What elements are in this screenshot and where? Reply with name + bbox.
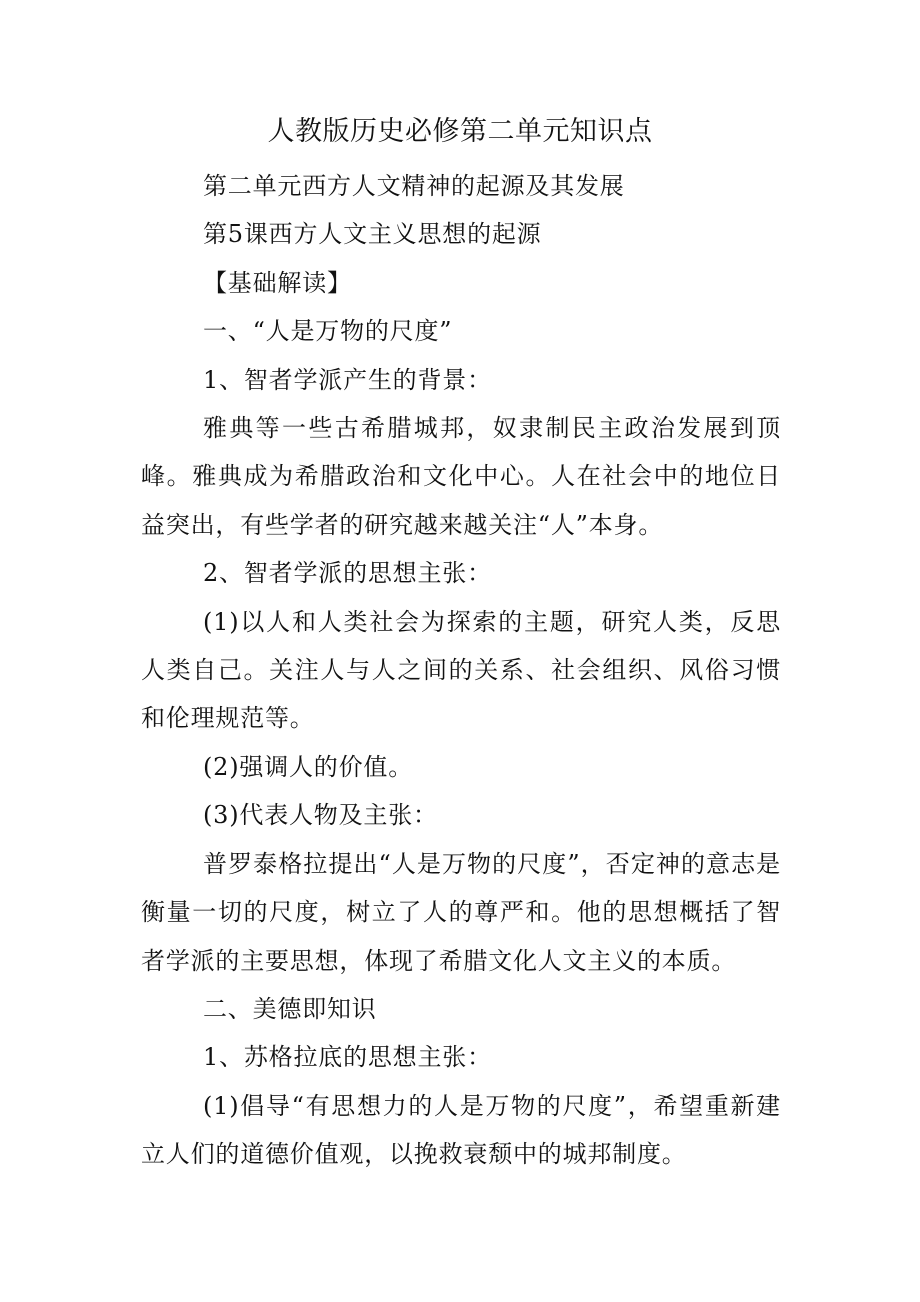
subheading-sophist-ideas: 2、智者学派的思想主张： (203, 559, 492, 588)
paragraph-idea-1: (1)以人和人类社会为探索的主题，研究人类，反思人类自己。关注人与人之间的关系、社会组织、风俗习惯和伦理规范等。 (141, 607, 781, 733)
section-label: 【基础解读】 (203, 268, 352, 297)
unit-heading: 第二单元西方人文精神的起源及其发展 (203, 172, 625, 200)
paragraph-background: 雅典等一些古希腊城邦，奴隶制民主政治发展到顶峰。雅典成为希腊政治和文化中心。人在社会中的地位日益突出，有些学者的研究越来越关注“人”本身。 (141, 414, 781, 539)
subheading-background: 1、智者学派产生的背景： (203, 365, 492, 394)
document-body (141, 162, 781, 1179)
paragraph-protagoras: 普罗泰格拉提出“人是万物的尺度”，否定神的意志是衡量一切的尺度，树立了人的尊严和。他的思想概括了智者学派的主要思想，体现了希腊文化人文主义的本质。 (141, 849, 781, 975)
paragraph-idea-2: (2)强调人的价值。 (203, 752, 413, 781)
document-title: 人教版历史必修第二单元知识点 (267, 116, 653, 147)
subheading-socrates: 1、苏格拉底的思想主张： (203, 1043, 492, 1072)
section-heading-1: 一、“人是万物的尺度” (203, 317, 453, 346)
paragraph-socrates-1: (1)倡导“有思想力的人是万物的尺度”，希望重新建立人们的道德价值观，以挽救衰颓中的城邦制度。 (141, 1091, 781, 1169)
section-heading-2: 二、美德即知识 (203, 994, 377, 1023)
paragraph-idea-3: (3)代表人物及主张： (203, 801, 438, 830)
lesson-heading: 第5课西方人文主义思想的起源 (203, 220, 542, 249)
